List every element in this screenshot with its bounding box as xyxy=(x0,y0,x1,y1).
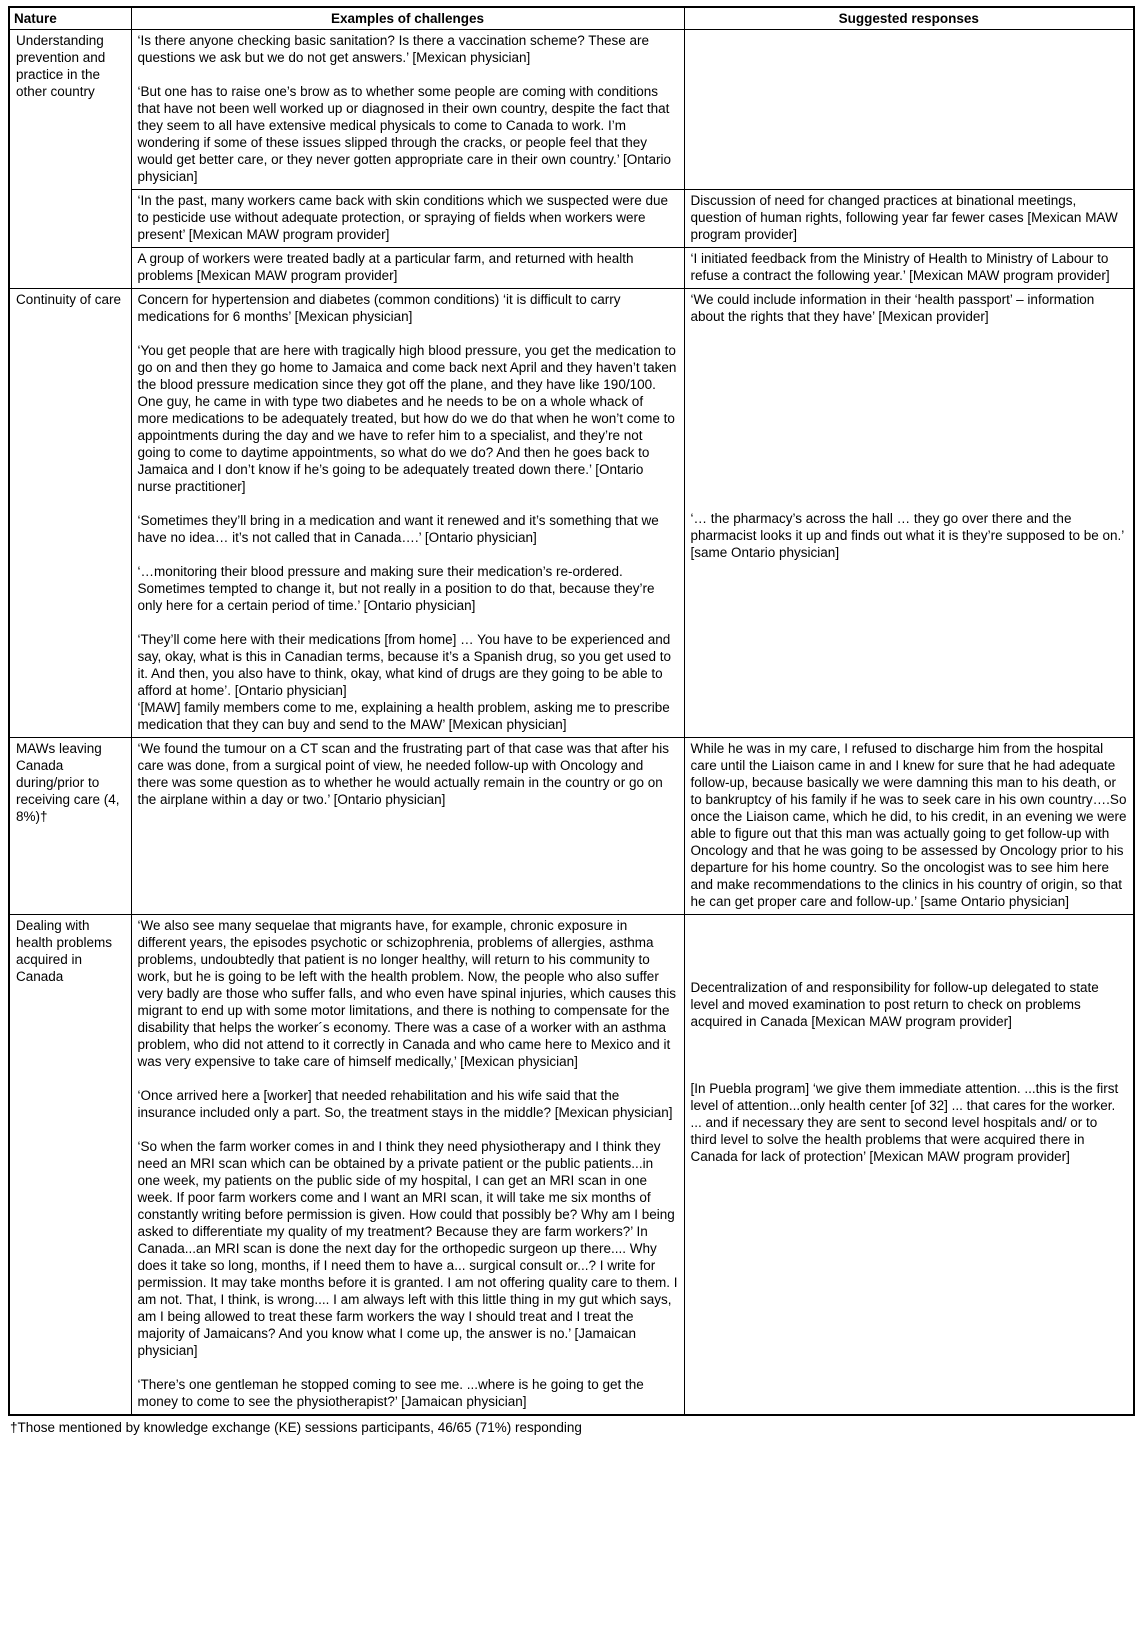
nature-cell-health-problems-acquired: Dealing with health problems acquired in Canada xyxy=(9,915,131,1416)
quote-paragraph: ‘So when the farm worker comes in and I think they need physiotherapy and I think they need an MRI scan which can be obtained by a private patient or the public patients...in one week, my patients on the public side of my hospital, I can get an MRI scan in one week. If poor farm workers come and I want an MRI scan, it will take me six months of constantly writing before permission is given. How could that possibly be? Why am I being asked to differentiate my quality of my treatment? Because they are farm workers?’ In Canada...an MRI scan is done the next day for the orthopedic surgeon up there.... Why does it take so long, months, if I need them to have a... surgical consult or...? I write for permission. It may take months before it is granted. I am not offering quality care to them. I am not. That, I think, is wrong.... I am always left with this little thing in my gut which says, am I being allowed to treat these farm workers the way I should treat and I treat the majority of Jamaicans? And you know what I come up, the answer is no.’ [Jamaican physician] xyxy=(137,1139,678,1358)
challenges-cell xyxy=(131,915,684,1416)
quote-paragraph: ‘But one has to raise one’s brow as to whether some people are coming with conditions that have not been well worked up or diagnosed in their own country, despite the fact that they seem to all have extensive medical physicals to come to Canada to work. I’m wondering if some of these issues slipped through the cracks, or people feel that they would get better care, or they never gotten appropriate care in their own country.’ [Ontario physician] xyxy=(137,84,672,184)
quote-paragraph: ‘We also see many sequelae that migrants have, for example, chronic exposure in different years, the episodes psychotic or schizophrenia, problems of allergies, asthma problems, undoubtedly that patient is no longer healthy, will return to his community to work, but he is going to be left with the health problem. Now, the people who also suffer very badly are those who suffer falls, and who even have spinal injuries, which causes this migrant to end up with some motor limitations, and there is nothing to compensate for the disability that helps the worker´s economy. There was a case of a worker with an asthma problem, who did not attend to it correctly in Canada and who came here to Mexico and it was very expensive to take care of himself medically,’ [Mexican physician] xyxy=(137,918,677,1069)
response-paragraph: Discussion of need for changed practices at binational meetings, question of human rights, following year far fewer cases [Mexican MAW program provider] xyxy=(690,193,1118,242)
quote-paragraph: ‘There’s one gentleman he stopped coming to see me. ...where is he going to get the money to come to see the physiotherapist?’ [Jamaican physician] xyxy=(137,1377,644,1409)
responses-cell xyxy=(684,190,1134,248)
quote-paragraph: Concern for hypertension and diabetes (common conditions) ‘it is difficult to carry medications for 6 months’ [Mexican physician] xyxy=(137,292,621,324)
column-header-responses: Suggested responses xyxy=(684,7,1134,30)
nature-cell-continuity-of-care: Continuity of care xyxy=(9,289,131,738)
challenges-cell xyxy=(131,190,684,248)
table-row xyxy=(9,248,1134,289)
responses-cell xyxy=(684,248,1134,289)
response-paragraph: ‘… the pharmacy’s across the hall … they go over there and the pharmacist looks it up and finds out what it is they’re supposed to be on.’ [same Ontario physician] xyxy=(690,511,1124,560)
quote-paragraph: ‘Is there anyone checking basic sanitation? Is there a vaccination scheme? These are questions we ask but we do not get answers.’ [Mexican physician] xyxy=(137,33,650,65)
column-header-nature: Nature xyxy=(9,7,131,30)
quote-paragraph: A group of workers were treated badly at a particular farm, and returned with health problems [Mexican MAW program provider] xyxy=(137,251,634,283)
challenges-cell xyxy=(131,289,684,738)
quote-paragraph: ‘…monitoring their blood pressure and making sure their medication’s re-ordered. Sometimes tempted to change it, but not really in a position to do that, because they’re only here for a certain period of time.’ [Ontario physician] xyxy=(137,564,655,613)
response-paragraph: Decentralization of and responsibility for follow-up delegated to state level and moved examination to post return to check on problems acquired in Canada [Mexican MAW program provider] xyxy=(690,980,1099,1029)
table-row xyxy=(9,915,1134,1416)
quote-paragraph: ‘[MAW] family members come to me, explaining a health problem, asking me to prescribe medication that they can buy and send to the MAW’ [Mexican physician] xyxy=(137,700,670,732)
responses-cell xyxy=(684,289,1134,738)
nature-cell-maws-leaving-canada: MAWs leaving Canada during/prior to receiving care (4, 8%)† xyxy=(9,738,131,915)
response-paragraph: ‘I initiated feedback from the Ministry of Health to Ministry of Labour to refuse a contract the following year.’ [Mexican MAW program provider] xyxy=(690,251,1110,283)
column-header-challenges: Examples of challenges xyxy=(131,7,684,30)
responses-cell xyxy=(684,738,1134,915)
response-paragraph: [In Puebla program] ‘we give them immediate attention. ...this is the first level of attention...only health center [of 32] ... that cares for the worker. ... and if necessary they are sent to second level hospitals and/ or to third level to solve the health problems that were acquired there in Canada for lack of protection’ [Mexican MAW program provider] xyxy=(690,1081,1119,1164)
header-row xyxy=(9,7,1134,30)
quote-paragraph: ‘We found the tumour on a CT scan and the frustrating part of that case was that after his care was done, from a surgical point of view, he needed follow-up with Oncology and there was some question as to whether he would actually remain in the country or go on the airplane within a day or two.’ [Ontario physician] xyxy=(137,741,670,807)
response-paragraph: While he was in my care, I refused to discharge him from the hospital care until the Liaison came in and I knew for sure that he had adequate follow-up, because basically we were damning this man to his death, or to bankruptcy of his family if he was to seek care in his own country….So once the Liaison came, which he did, to his credit, in an evening we were able to figure out that this man was actually going to get follow-up with Oncology and that he was going to be assessed by Oncology prior to his departure for his home country. So the oncologist was to see him here and make recommendations to the clinics in his country of origin, so that he can get proper care and follow-up.’ [same Ontario physician] xyxy=(690,741,1127,909)
challenges-responses-table xyxy=(8,6,1135,1416)
table-row xyxy=(9,289,1134,738)
quote-paragraph: ‘Once arrived here a [worker] that needed rehabilitation and his wife said that the insurance included only a part. So, the treatment stays in the middle? [Mexican physician] xyxy=(137,1088,673,1120)
nature-cell-understanding-prevention: Understanding prevention and practice in the other country xyxy=(9,30,131,289)
challenges-cell xyxy=(131,248,684,289)
table-footnote: †Those mentioned by knowledge exchange (KE) sessions participants, 46/65 (71%) responding xyxy=(10,1420,582,1435)
quote-paragraph: ‘Sometimes they’ll bring in a medication and want it renewed and it’s something that we have no idea… it’s not called that in Canada….’ [Ontario physician] xyxy=(137,513,659,545)
table-row xyxy=(9,738,1134,915)
table-row xyxy=(9,30,1134,190)
quote-paragraph: ‘You get people that are here with tragically high blood pressure, you get the medication to go on and then they go home to Jamaica and come back next April and they haven’t taken the blood pressure medication since they got off the plane, and they have like 190/100. One guy, he came in with type two diabetes and he needs to be on a whole whack of more medications to be adequately treated, but how do we do that when he won’t come to appointments during the day and we have to refer him to a specialist, and they’re not going to come to daytime appointments, so what do we do? And then he goes back to Jamaica and I don’t know if he’s going to be adequately treated down there.’ [Ontario nurse practitioner] xyxy=(137,343,677,494)
responses-cell-empty xyxy=(684,30,1134,190)
quote-paragraph: ‘They’ll come here with their medications [from home] … You have to be experienced and say, okay, what is this in Canadian terms, because it’s a Spanish drug, so you get used to it. And then, you also have to think, okay, what kind of drugs are they going to be able to afford at home’. [Ontario physician] xyxy=(137,632,672,698)
responses-cell xyxy=(684,915,1134,1416)
challenges-cell xyxy=(131,738,684,915)
challenges-cell xyxy=(131,30,684,190)
quote-paragraph: ‘In the past, many workers came back with skin conditions which we suspected were due to pesticide use without adequate protection, or spraying of fields when workers were present’ [Mexican MAW program provider] xyxy=(137,193,669,242)
table-row xyxy=(9,190,1134,248)
response-paragraph: ‘We could include information in their ‘health passport’ – information about the rights that they have’ [Mexican provider] xyxy=(690,292,1095,324)
